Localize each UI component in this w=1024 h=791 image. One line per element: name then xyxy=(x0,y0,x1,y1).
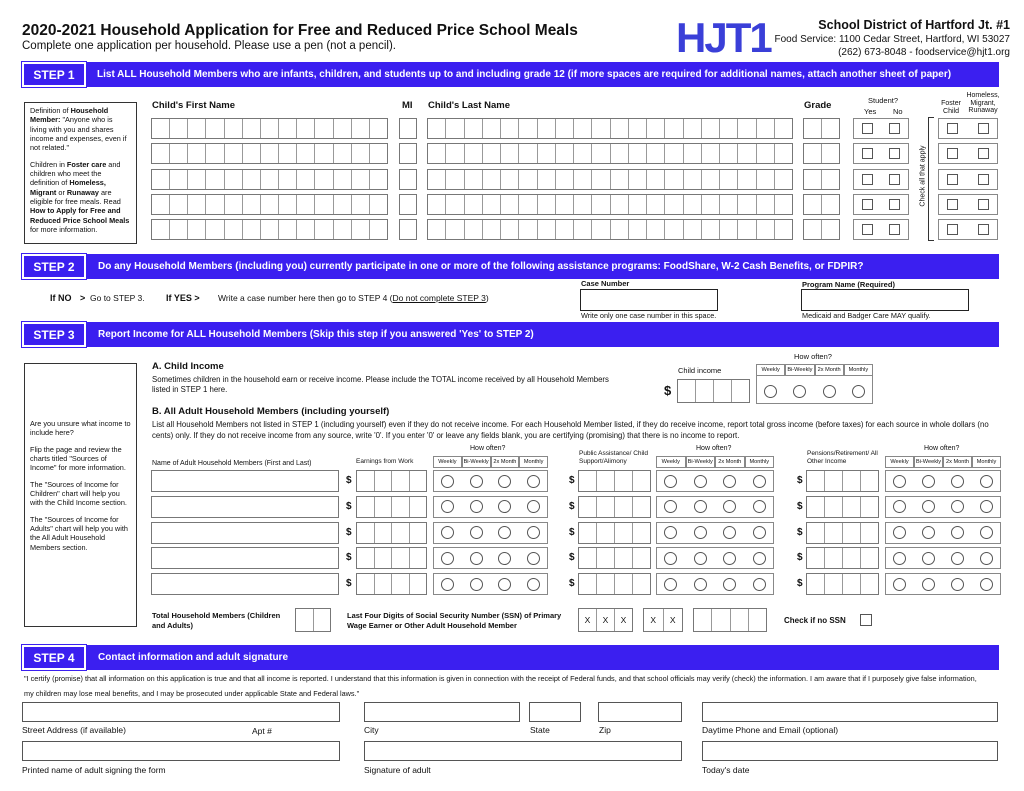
child-income-input[interactable] xyxy=(677,379,750,403)
col-homeless: Homeless, Migrant, Runaway xyxy=(966,92,1000,115)
child-last-name-input[interactable] xyxy=(427,219,793,240)
phone-label: Daytime Phone and Email (optional) xyxy=(702,725,839,735)
child-mi-input[interactable] xyxy=(399,219,417,240)
frequency-header: Weekly xyxy=(885,456,914,468)
income-frequency-radio[interactable] xyxy=(753,552,766,565)
income-amount-input[interactable] xyxy=(578,470,651,492)
income-frequency-radio[interactable] xyxy=(527,475,540,488)
frequency-header: Weekly xyxy=(656,456,686,468)
city-input[interactable] xyxy=(364,702,520,722)
student-yes-checkbox[interactable] xyxy=(862,174,873,185)
child-grade-input[interactable] xyxy=(803,143,840,164)
phone-input[interactable] xyxy=(702,702,998,722)
frequency-header: Monthly xyxy=(745,456,775,468)
col-last-name: Child's Last Name xyxy=(428,100,510,111)
program-name-label: Program Name (Required) xyxy=(802,280,895,289)
income-frequency-radio[interactable] xyxy=(664,475,677,488)
income-frequency-radio[interactable] xyxy=(441,578,454,591)
col-student: Student? xyxy=(868,96,899,105)
child-first-name-input[interactable] xyxy=(151,219,388,240)
district-name: School District of Hartford Jt. #1 xyxy=(818,18,1010,32)
dollar-sign: $ xyxy=(797,475,803,486)
student-yes-checkbox[interactable] xyxy=(862,199,873,210)
income-frequency-radio[interactable] xyxy=(470,500,483,513)
adult-income-title: B. All Adult Household Members (including yourself) xyxy=(152,406,390,417)
income-frequency-radio[interactable] xyxy=(694,475,707,488)
program-name-note: Medicaid and Badger Care MAY qualify. xyxy=(802,311,931,320)
dollar-sign: $ xyxy=(346,552,352,564)
adult-name-input[interactable] xyxy=(151,573,339,595)
program-name-input[interactable] xyxy=(801,289,969,311)
signature-label: Signature of adult xyxy=(364,765,431,775)
dollar-sign: $ xyxy=(569,500,575,512)
if-yes-text: Write a case number here then go to STEP 4 (Do not complete STEP 3) xyxy=(218,293,489,303)
income-frequency-radio[interactable] xyxy=(893,552,906,565)
if-no-label: If NO xyxy=(50,293,72,303)
income-amount-input[interactable] xyxy=(356,522,427,544)
how-often-label: How often? xyxy=(924,445,960,452)
dollar-sign: $ xyxy=(346,578,352,590)
if-no-text: Go to STEP 3. xyxy=(90,293,145,303)
child-last-name-input[interactable] xyxy=(427,143,793,164)
street-input[interactable] xyxy=(22,702,340,722)
frequency-header: Weekly xyxy=(756,364,785,376)
child-mi-input[interactable] xyxy=(399,194,417,215)
income-frequency-radio[interactable] xyxy=(922,578,935,591)
case-number-input[interactable] xyxy=(580,289,718,311)
bracket xyxy=(928,117,934,241)
ssn-mask-a: X X X xyxy=(578,608,633,632)
col-no: No xyxy=(893,107,903,116)
income-amount-input[interactable] xyxy=(806,547,879,569)
child-income-label: Child income xyxy=(678,366,722,375)
form-subtitle: Complete one application per household. Please use a pen (not a pencil). xyxy=(22,40,396,52)
frequency-header: Monthly xyxy=(972,456,1001,468)
frequency-header: 2x Month xyxy=(815,364,844,376)
dollar-sign: $ xyxy=(346,526,352,538)
income-amount-input[interactable] xyxy=(578,522,651,544)
check-all-note: Check all that apply xyxy=(919,145,927,207)
step4-label: STEP 4 xyxy=(22,645,86,670)
student-no-checkbox[interactable] xyxy=(889,174,900,185)
how-often-label: How often? xyxy=(696,445,732,452)
district-address: Food Service: 1100 Cedar Street, Hartford, WI 53027 xyxy=(774,34,1010,45)
income-frequency-radio[interactable] xyxy=(470,578,483,591)
step4-title: Contact information and adult signature xyxy=(98,652,289,663)
income-amount-input[interactable] xyxy=(356,547,427,569)
child-grade-input[interactable] xyxy=(803,194,840,215)
income-frequency-radio[interactable] xyxy=(498,578,511,591)
dollar-sign: $ xyxy=(797,500,803,512)
foster-checkbox[interactable] xyxy=(947,174,958,185)
income-frequency-radio[interactable] xyxy=(441,552,454,565)
child-first-name-input[interactable] xyxy=(151,118,388,139)
foster-checkbox[interactable] xyxy=(947,148,958,159)
child-mi-input[interactable] xyxy=(399,143,417,164)
foster-checkbox[interactable] xyxy=(947,123,958,134)
step2-bar xyxy=(22,254,999,279)
city-label: City xyxy=(364,725,379,735)
child-first-name-input[interactable] xyxy=(151,143,388,164)
district-logo: HJT1 xyxy=(676,14,771,61)
income-frequency-radio[interactable] xyxy=(723,578,736,591)
state-input[interactable] xyxy=(529,702,581,722)
student-yes-checkbox[interactable] xyxy=(862,123,873,134)
child-frequency-radio[interactable] xyxy=(823,385,836,398)
if-yes-label: If YES > xyxy=(166,293,200,303)
child-grade-input[interactable] xyxy=(803,219,840,240)
frequency-header: Bi-Weekly xyxy=(462,456,491,468)
income-frequency-radio[interactable] xyxy=(922,552,935,565)
child-dollar: $ xyxy=(664,383,672,398)
child-grade-input[interactable] xyxy=(803,118,840,139)
case-number-note: Write only one case number in this space. xyxy=(581,311,717,320)
dollar-sign: $ xyxy=(569,475,575,486)
child-income-text: Sometimes children in the household earn or receive income. Please include the TOTAL income received by all Household Members listed in STEP 1 here. xyxy=(152,375,609,395)
income-frequency-radio[interactable] xyxy=(951,578,964,591)
income-frequency-radio[interactable] xyxy=(893,475,906,488)
frequency-header: Bi-Weekly xyxy=(785,364,814,376)
income-amount-input[interactable] xyxy=(578,496,651,518)
income-amount-input[interactable] xyxy=(578,547,651,569)
frequency-header: Bi-Weekly xyxy=(914,456,943,468)
child-how-often: How often? xyxy=(794,352,832,361)
income-frequency-radio[interactable] xyxy=(694,500,707,513)
state-label: State xyxy=(530,725,550,735)
income-frequency-radio[interactable] xyxy=(470,552,483,565)
street-label: Street Address (if available) xyxy=(22,725,126,735)
income-frequency-radio[interactable] xyxy=(753,500,766,513)
zip-label: Zip xyxy=(599,725,611,735)
step2-label: STEP 2 xyxy=(22,254,86,279)
child-last-name-input[interactable] xyxy=(427,194,793,215)
income-amount-input[interactable] xyxy=(356,470,427,492)
col-foster: Foster Child xyxy=(941,100,961,115)
income-frequency-radio[interactable] xyxy=(441,475,454,488)
student-no-checkbox[interactable] xyxy=(889,224,900,235)
income-frequency-radio[interactable] xyxy=(951,526,964,539)
income-frequency-radio[interactable] xyxy=(980,475,993,488)
ssn-mask-b: X X xyxy=(643,608,683,632)
child-last-name-input[interactable] xyxy=(427,169,793,190)
student-yes-checkbox[interactable] xyxy=(862,148,873,159)
income-frequency-radio[interactable] xyxy=(922,475,935,488)
child-first-name-input[interactable] xyxy=(151,194,388,215)
form-title: 2020-2021 Household Application for Free and Reduced Price School Meals xyxy=(22,22,578,39)
frequency-header: 2x Month xyxy=(491,456,520,468)
dollar-sign: $ xyxy=(346,475,352,486)
frequency-header: Monthly xyxy=(519,456,548,468)
col-mi: MI xyxy=(402,100,413,111)
income-frequency-radio[interactable] xyxy=(893,578,906,591)
income-amount-input[interactable] xyxy=(356,496,427,518)
adult-income-text: List all Household Members not listed in STEP 1 (including yourself) even if they do not receive income. For each Household Member listed, if they do receive income, report total gross income (before taxes) for each source in whole dollars (no cents) only. If they do not receive income from any source, write '0'. If you enter '0' or leave any fields blank, you are certifying (promising) that there is no income to report. xyxy=(152,420,989,440)
dollar-sign: $ xyxy=(569,552,575,564)
how-often-label: How often? xyxy=(470,445,506,452)
dollar-sign: $ xyxy=(569,578,575,590)
student-no-checkbox[interactable] xyxy=(889,148,900,159)
frequency-header: 2x Month xyxy=(715,456,745,468)
income-frequency-radio[interactable] xyxy=(470,526,483,539)
homeless-checkbox[interactable] xyxy=(978,224,989,235)
income-amount-input[interactable] xyxy=(806,496,879,518)
signature-input[interactable] xyxy=(364,741,682,761)
district-contact: (262) 673-8048 - foodservice@hjt1.org xyxy=(838,47,1010,58)
income-frequency-radio[interactable] xyxy=(893,526,906,539)
student-no-checkbox[interactable] xyxy=(889,199,900,210)
income-frequency-radio[interactable] xyxy=(723,475,736,488)
student-no-checkbox[interactable] xyxy=(889,123,900,134)
foster-checkbox[interactable] xyxy=(947,199,958,210)
dollar-sign: $ xyxy=(569,526,575,538)
sidebar-arrow xyxy=(137,102,147,244)
income-frequency-radio[interactable] xyxy=(664,578,677,591)
income-amount-input[interactable] xyxy=(806,470,879,492)
income-frequency-radio[interactable] xyxy=(441,526,454,539)
income-amount-input[interactable] xyxy=(356,573,427,595)
date-input[interactable] xyxy=(702,741,998,761)
income-frequency-radio[interactable] xyxy=(694,578,707,591)
income-frequency-radio[interactable] xyxy=(498,475,511,488)
dollar-sign: $ xyxy=(346,500,352,512)
child-income-title: A. Child Income xyxy=(152,361,224,372)
income-frequency-radio[interactable] xyxy=(951,475,964,488)
step1-sidebar: Definition of Household Member: "Anyone who is living with you and shares income and expenses, even if not related." Children in Foster care and children who meet the definition of Homeless, Migrant or Runaway are eligible for free meals. Read How to Apply for Free and Reduced Price School Meals for more information. xyxy=(24,102,137,244)
income-frequency-radio[interactable] xyxy=(753,475,766,488)
step1-instructions: List ALL Household Members who are infants, children, and students up to and including grade 12 (if more spaces are required for additional names, attach another sheet of paper) xyxy=(97,69,952,80)
frequency-header: Weekly xyxy=(433,456,462,468)
adult-name-col: Name of Adult Household Members (First and Last) xyxy=(152,460,312,467)
col-grade: Grade xyxy=(804,100,832,111)
income-frequency-radio[interactable] xyxy=(753,526,766,539)
step3-bar xyxy=(22,322,999,347)
income-frequency-radio[interactable] xyxy=(527,578,540,591)
public-col: Public Assistance/ Child Support/Alimony xyxy=(579,450,649,465)
adult-name-input[interactable] xyxy=(151,522,339,544)
income-frequency-radio[interactable] xyxy=(470,475,483,488)
child-frequency-radio[interactable] xyxy=(852,385,865,398)
zip-input[interactable] xyxy=(598,702,682,722)
step1-bar xyxy=(22,62,999,87)
total-members-input[interactable] xyxy=(295,608,331,632)
homeless-checkbox[interactable] xyxy=(978,199,989,210)
step2-question: Do any Household Members (including you) currently participate in one or more of the following assistance programs: FoodShare, W-2 Cash Benefits, or FDPIR? xyxy=(98,261,864,272)
total-members-label: Total Household Members (Children and Adults) xyxy=(152,611,281,630)
case-number-label: Case Number xyxy=(581,279,630,288)
ssn-last-four-input[interactable] xyxy=(693,608,767,632)
student-yes-checkbox[interactable] xyxy=(862,224,873,235)
no-ssn-checkbox[interactable] xyxy=(860,614,872,626)
frequency-header: 2x Month xyxy=(943,456,972,468)
income-amount-input[interactable] xyxy=(806,522,879,544)
income-frequency-radio[interactable] xyxy=(694,552,707,565)
ssn-label: Last Four Digits of Social Security Number (SSN) of Primary Wage Earner or Other Adult Household Member xyxy=(347,611,562,630)
frequency-header: Bi-Weekly xyxy=(686,456,716,468)
income-frequency-radio[interactable] xyxy=(922,526,935,539)
child-grade-input[interactable] xyxy=(803,169,840,190)
date-label: Today's date xyxy=(702,765,750,775)
income-frequency-radio[interactable] xyxy=(951,552,964,565)
adult-name-input[interactable] xyxy=(151,547,339,569)
homeless-checkbox[interactable] xyxy=(978,123,989,134)
no-ssn-label: Check if no SSN xyxy=(784,616,846,625)
pension-col: Pensions/Retirement/ All Other Income xyxy=(807,450,878,465)
income-frequency-radio[interactable] xyxy=(694,526,707,539)
printed-name-label: Printed name of adult signing the form xyxy=(22,765,166,775)
income-amount-input[interactable] xyxy=(578,573,651,595)
dollar-sign: $ xyxy=(797,552,803,564)
homeless-checkbox[interactable] xyxy=(978,148,989,159)
child-last-name-input[interactable] xyxy=(427,118,793,139)
income-frequency-radio[interactable] xyxy=(527,552,540,565)
step3-sidebar: Are you unsure what income to include here? Flip the page and review the charts titled "Sources of Income" for more information. The "Sources of Income for Children" chart will help you with the Child Income section. The "Sources of Income for Adults" chart will help you with the All Adult Household Members section. xyxy=(24,363,137,627)
step3-instructions: Report Income for ALL Household Members (Skip this step if you answered 'Yes' to STEP 2) xyxy=(98,329,534,340)
step4-bar xyxy=(22,645,999,670)
child-mi-input[interactable] xyxy=(399,169,417,190)
income-frequency-radio[interactable] xyxy=(980,526,993,539)
income-amount-input[interactable] xyxy=(806,573,879,595)
frequency-header: Monthly xyxy=(844,364,873,376)
certification-text: "I certify (promise) that all information on this application is true and that all income is reported. I understand that this information is given in connection with the receipt of Federal funds, and that school officials may verify (check) the information. I am aware that if I purposely give false information, my children may lose meal benefits, and I may be prosecuted under applicable State and Federal laws." xyxy=(24,674,977,698)
col-first-name: Child's First Name xyxy=(152,100,236,111)
income-frequency-radio[interactable] xyxy=(753,578,766,591)
printed-name-input[interactable] xyxy=(22,741,340,761)
adult-name-input[interactable] xyxy=(151,496,339,518)
income-frequency-radio[interactable] xyxy=(980,578,993,591)
col-yes: Yes xyxy=(864,107,877,116)
income-frequency-radio[interactable] xyxy=(980,552,993,565)
adult-name-input[interactable] xyxy=(151,470,339,492)
dollar-sign: $ xyxy=(797,578,803,590)
apt-label: Apt # xyxy=(252,726,272,736)
if-no-arrow: > xyxy=(80,293,86,303)
child-mi-input[interactable] xyxy=(399,118,417,139)
dollar-sign: $ xyxy=(797,526,803,538)
foster-checkbox[interactable] xyxy=(947,224,958,235)
homeless-checkbox[interactable] xyxy=(978,174,989,185)
child-first-name-input[interactable] xyxy=(151,169,388,190)
step3-label: STEP 3 xyxy=(22,322,86,347)
earnings-col: Earnings from Work xyxy=(356,458,414,465)
step1-label: STEP 1 xyxy=(22,62,86,87)
